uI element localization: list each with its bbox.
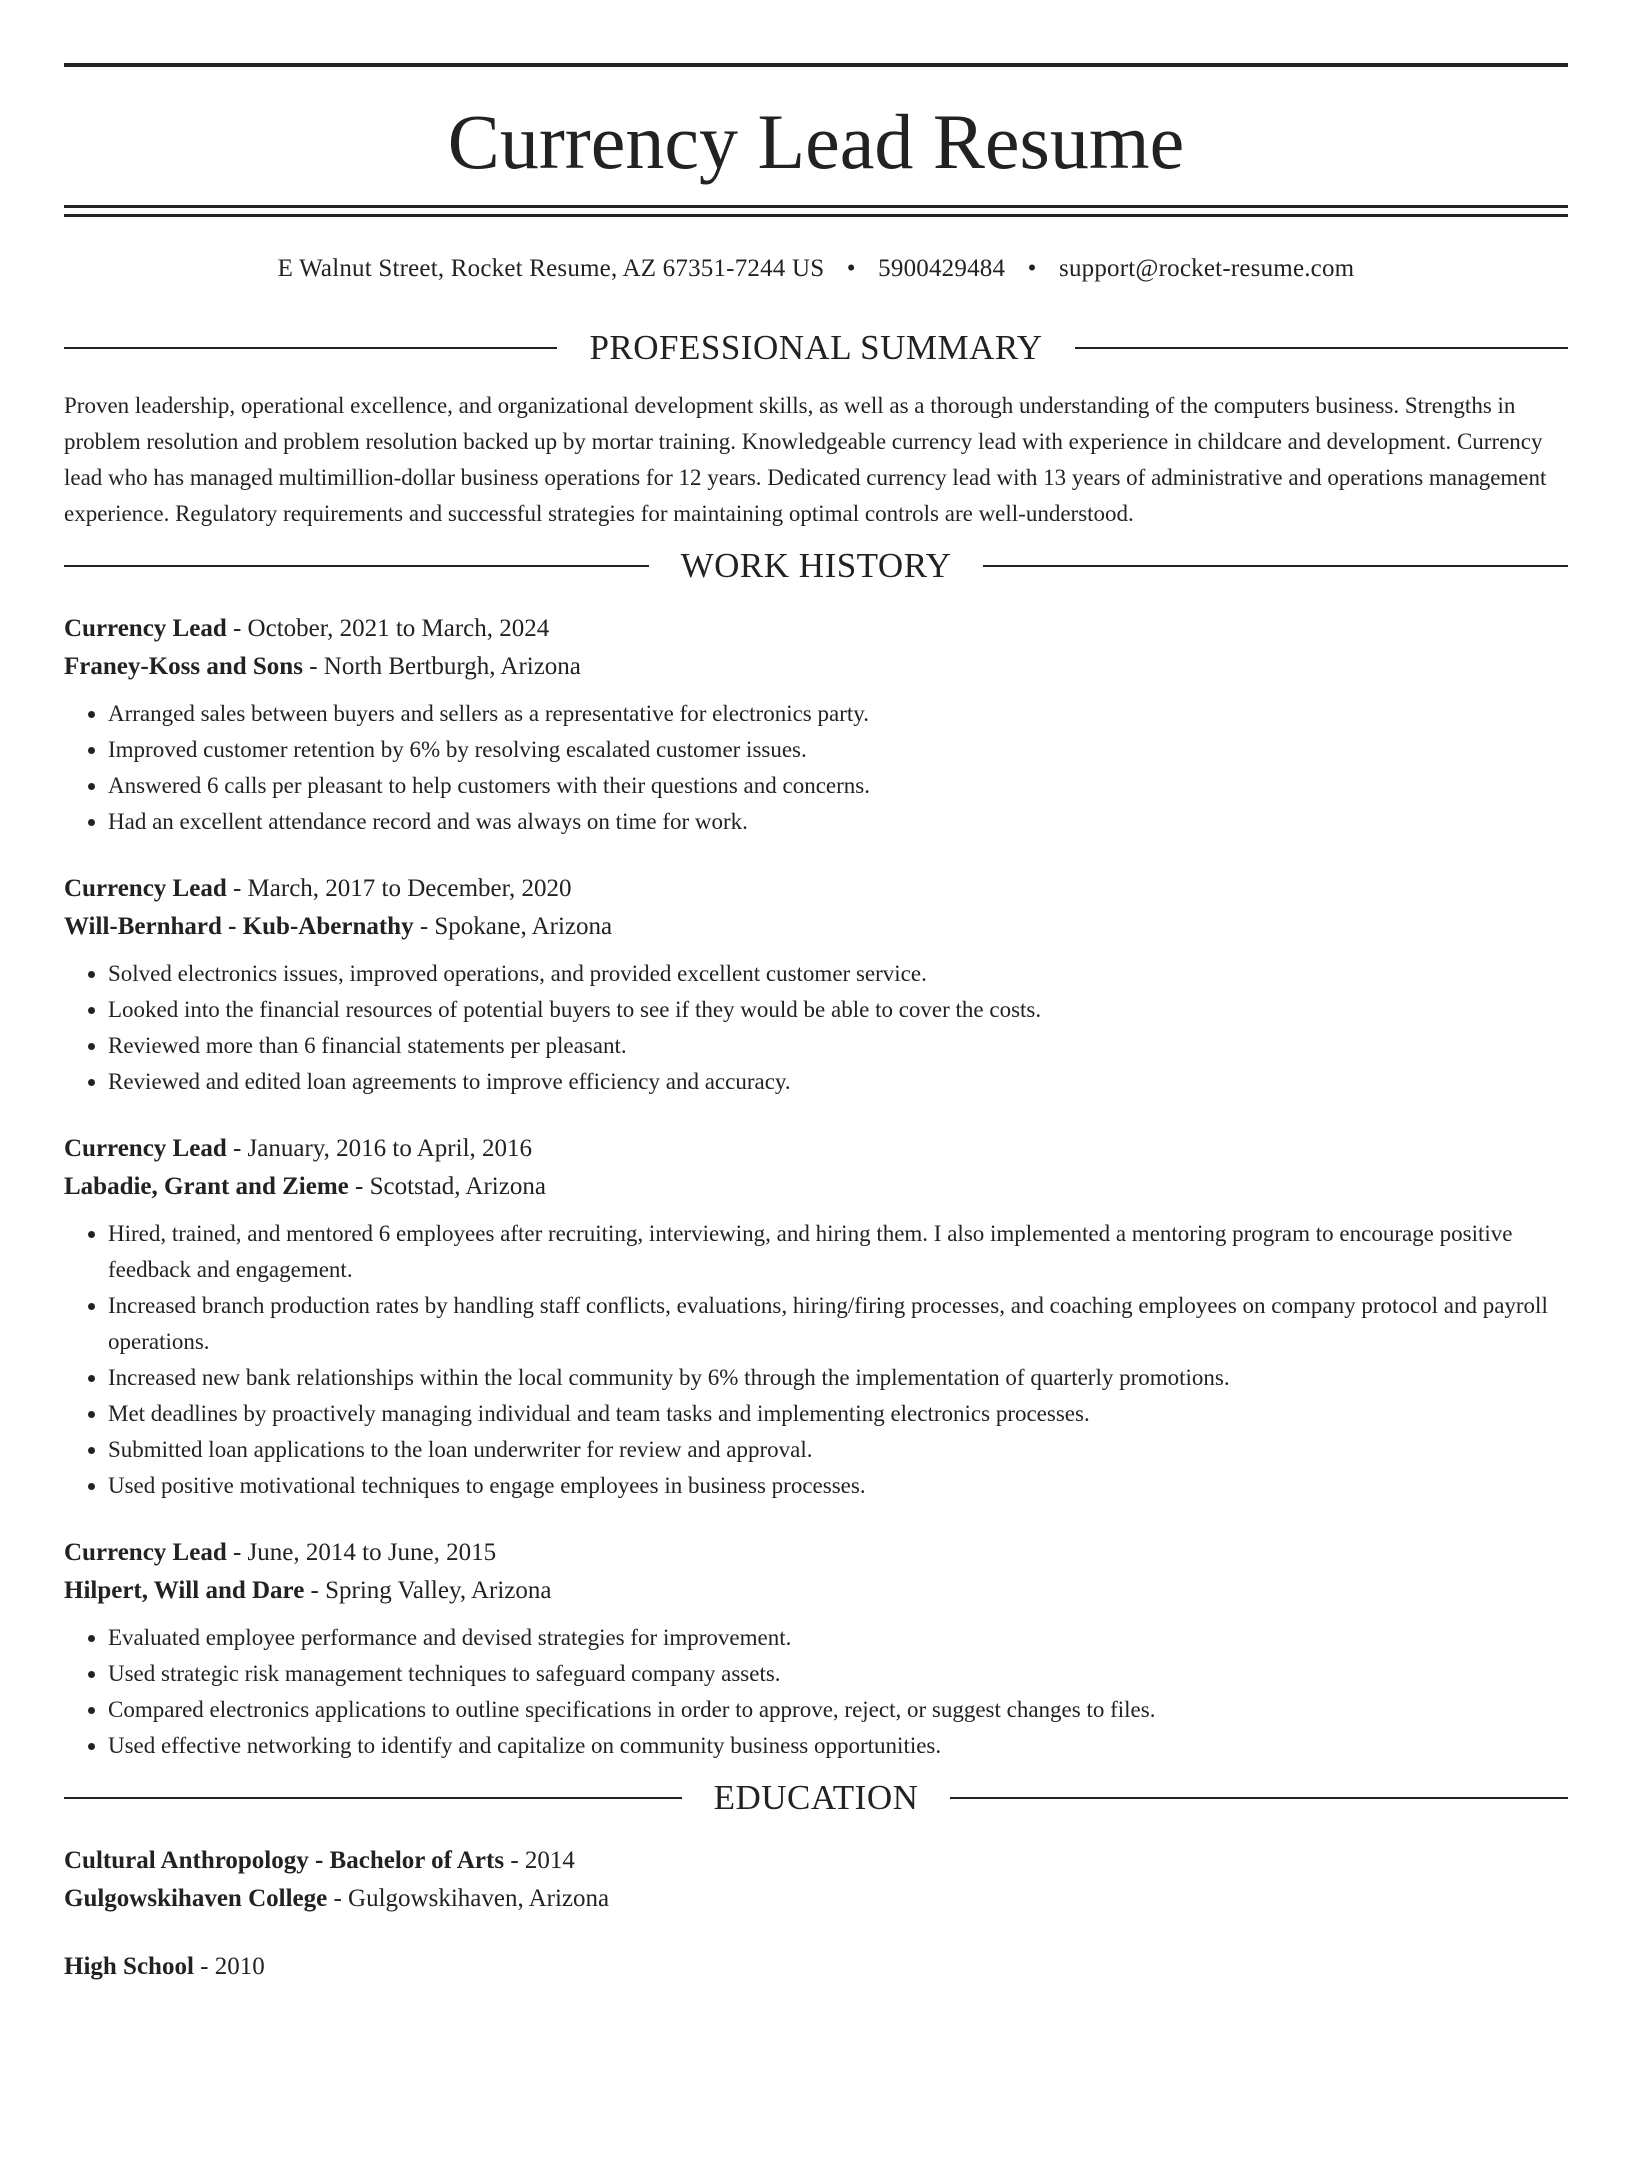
- heading-rule-right: [1075, 347, 1568, 349]
- job-title-line: [64, 1534, 1568, 1572]
- job-dates: - March, 2017 to December, 2020: [226, 875, 572, 902]
- job-bullet: • Met deadlines by proactively managing individual and team tasks and implementing electronics processes.: [108, 1396, 1568, 1432]
- job-location: - Scotstad, Arizona: [348, 1173, 546, 1200]
- heading-rule-left: [64, 1797, 682, 1799]
- job-dates: - January, 2016 to April, 2016: [226, 1135, 533, 1162]
- job-title-line: [64, 1130, 1568, 1168]
- section-heading-work: [64, 546, 1568, 586]
- contact-phone: 5900429484: [878, 255, 1006, 282]
- job-bullet: • Solved electronics issues, improved operations, and provided excellent customer service.: [108, 956, 1568, 992]
- heading-rule-left: [64, 347, 557, 349]
- job-company-line: [64, 908, 1568, 946]
- job-bullet: • Improved customer retention by 6% by resolving escalated customer issues.: [108, 732, 1568, 768]
- education-degree: Cultural Anthropology - Bachelor of Arts: [64, 1847, 505, 1874]
- job-bullet: • Used strategic risk management techniques to safeguard company assets.: [108, 1656, 1568, 1692]
- professional-summary: Proven leadership, operational excellence, and organizational development skills, as well as a thorough understanding of the computers business. Strengths in problem resolution and problem resolution backed up by mortar training. Knowledgeable currency lead with experience in childcare and development. Currency lead who has managed multimillion-dollar business operations for 12 years. Dedicated currency lead with 13 years of administrative and operations management experience. Regulatory requirements and successful strategies for maintaining optimal controls are well-understood.: [64, 393, 1547, 526]
- section-title: PROFESSIONAL SUMMARY: [589, 328, 1043, 367]
- heading-rule-right: [983, 565, 1568, 567]
- job-bullet: • Hired, trained, and mentored 6 employees after recruiting, interviewing, and hiring them. I also implemented a mentoring program to encourage positive feedback and engagement.: [108, 1216, 1568, 1288]
- job-entry: [64, 870, 1568, 1100]
- education-entry: [64, 1842, 1568, 1918]
- job-bullets: [64, 1216, 1568, 1504]
- job-company-line: [64, 1572, 1568, 1610]
- contact-separator: •: [846, 255, 856, 282]
- job-bullet: • Used effective networking to identify and capitalize on community business opportunities.: [108, 1728, 1568, 1764]
- job-bullet: • Evaluated employee performance and devised strategies for improvement.: [108, 1620, 1568, 1656]
- job-bullet: • Arranged sales between buyers and sellers as a representative for electronics party.: [108, 696, 1568, 732]
- resume-title: Currency Lead Resume: [447, 98, 1185, 185]
- job-entry: [64, 610, 1568, 840]
- job-bullet: • Reviewed more than 6 financial statements per pleasant.: [108, 1028, 1568, 1064]
- job-bullets: [64, 956, 1568, 1100]
- job-location: - North Bertburgh, Arizona: [302, 653, 581, 680]
- section-title: EDUCATION: [713, 1778, 919, 1817]
- job-entry: [64, 1534, 1568, 1764]
- job-bullets: [64, 1620, 1568, 1764]
- education-location: - Gulgowskihaven, Arizona: [327, 1885, 610, 1912]
- job-title: Currency Lead: [64, 1539, 227, 1566]
- job-company: Will-Bernhard - Kub-Abernathy: [64, 913, 414, 940]
- job-bullet: • Increased new bank relationships within the local community by 6% through the implementation of quarterly promotions.: [108, 1360, 1568, 1396]
- resume-page: [0, 63, 1632, 2175]
- job-bullets: [64, 696, 1568, 840]
- education-year: - 2014: [504, 1847, 575, 1874]
- education-list: [64, 1842, 1568, 1986]
- job-bullet: • Looked into the financial resources of potential buyers to see if they would be able to cover the costs.: [108, 992, 1568, 1028]
- job-bullet: • Compared electronics applications to outline specifications in order to approve, reject, or suggest changes to files.: [108, 1692, 1568, 1728]
- job-bullet: • Increased branch production rates by handling staff conflicts, evaluations, hiring/firing processes, and coaching employees on company protocol and payroll operations.: [108, 1288, 1568, 1360]
- education-degree: High School: [64, 1953, 194, 1980]
- job-title: Currency Lead: [64, 1135, 227, 1162]
- education-degree-line: [64, 1948, 1568, 1986]
- work-history-list: [64, 610, 1568, 1764]
- title-rule-lower: [64, 214, 1568, 217]
- heading-rule-right: [950, 1797, 1568, 1799]
- contact-email: support@rocket-resume.com: [1059, 255, 1355, 282]
- job-bullet: • Used positive motivational techniques to engage employees in business processes.: [108, 1468, 1568, 1504]
- job-company-line: [64, 648, 1568, 686]
- job-entry: [64, 1130, 1568, 1504]
- job-location: - Spring Valley, Arizona: [304, 1577, 552, 1604]
- section-title: WORK HISTORY: [680, 546, 952, 585]
- top-rule: [64, 63, 1568, 67]
- job-title: Currency Lead: [64, 875, 227, 902]
- job-bullet: • Had an excellent attendance record and was always on time for work.: [108, 804, 1568, 840]
- job-title-line: [64, 870, 1568, 908]
- section-heading-summary: [64, 328, 1568, 368]
- education-school: Gulgowskihaven College: [64, 1885, 328, 1912]
- contact-address: E Walnut Street, Rocket Resume, AZ 67351-7244 US: [277, 255, 825, 282]
- section-heading-education: [64, 1778, 1568, 1818]
- education-year: - 2010: [193, 1953, 265, 1980]
- title-rule-upper: [64, 205, 1568, 208]
- job-company: Hilpert, Will and Dare: [64, 1577, 305, 1604]
- job-company: Labadie, Grant and Zieme: [64, 1173, 349, 1200]
- job-bullet: • Answered 6 calls per pleasant to help customers with their questions and concerns.: [108, 768, 1568, 804]
- job-company: Franey-Koss and Sons: [64, 653, 303, 680]
- contact-line: [64, 254, 1568, 284]
- job-dates: - October, 2021 to March, 2024: [226, 615, 550, 642]
- heading-rule-left: [64, 565, 649, 567]
- job-company-line: [64, 1168, 1568, 1206]
- job-dates: - June, 2014 to June, 2015: [226, 1539, 497, 1566]
- education-entry: [64, 1948, 1568, 1986]
- job-title-line: [64, 610, 1568, 648]
- education-degree-line: [64, 1842, 1568, 1880]
- job-title: Currency Lead: [64, 615, 227, 642]
- job-location: - Spokane, Arizona: [413, 913, 613, 940]
- job-bullet: • Reviewed and edited loan agreements to improve efficiency and accuracy.: [108, 1064, 1568, 1100]
- education-school-line: [64, 1880, 1568, 1918]
- contact-separator: •: [1027, 255, 1037, 282]
- job-bullet: • Submitted loan applications to the loan underwriter for review and approval.: [108, 1432, 1568, 1468]
